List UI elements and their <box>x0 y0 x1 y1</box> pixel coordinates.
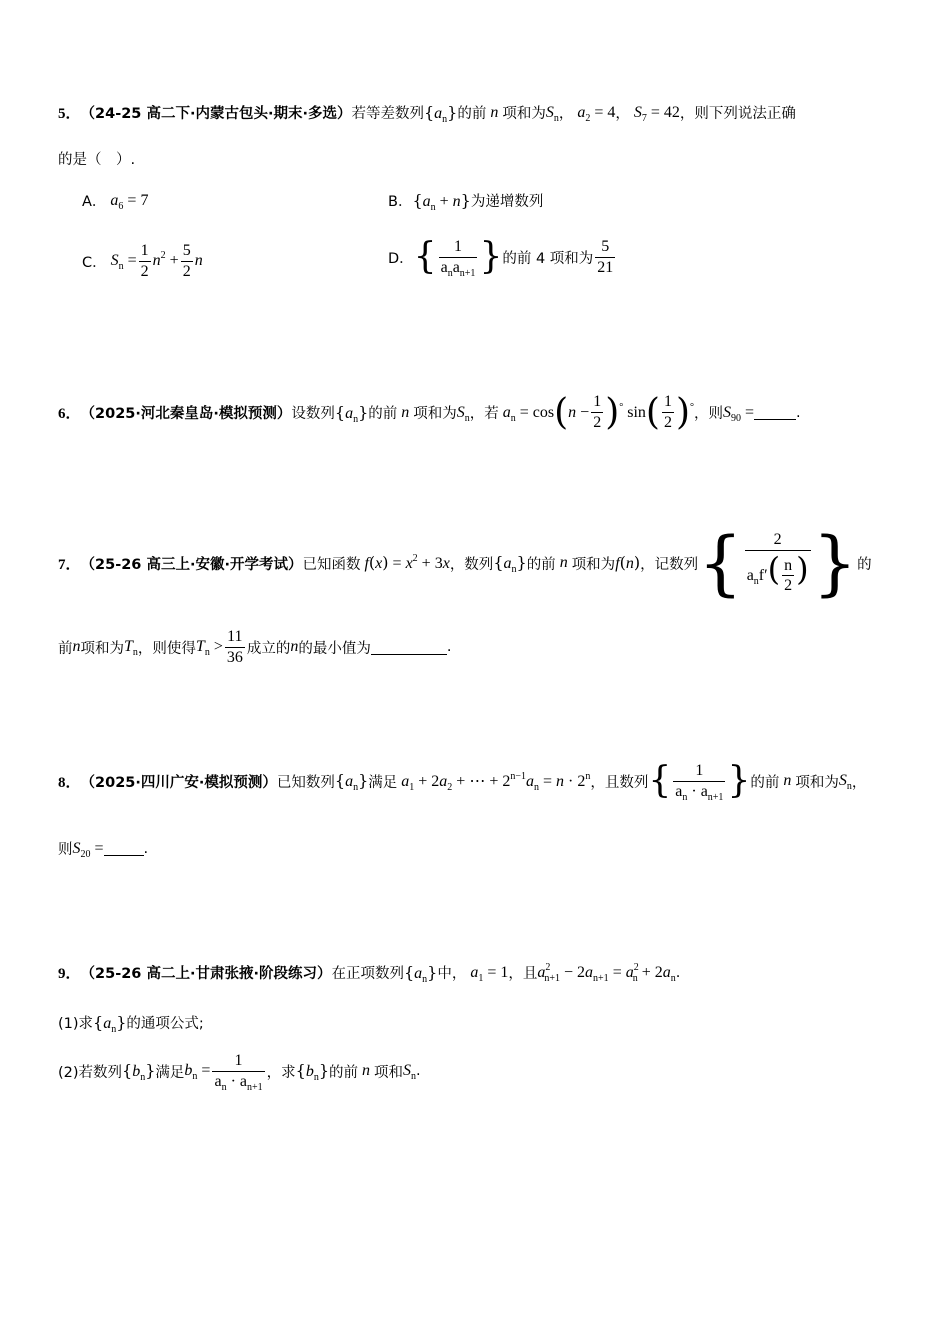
q5-line2: 的是（ ）. <box>58 152 136 168</box>
q9-part1: (1)求 $\{a_n\}$ 的通项公式; <box>58 1012 204 1035</box>
q9-part2: (2)若数列 $\{b_n\}$ 满足 $b_n$ = $\frac{1}{a_n \cdot a_{n+1}}$ ，求 $\{b_n\}$ 的前 n 项和 $S_n$ . <box>58 1052 421 1093</box>
q5-option-b: B． $\{a_n + n\}$ 为递增数列 <box>388 190 544 213</box>
q6-line1: 6． （2025·河北秦皇岛·模拟预测） 设数列 $\{a_n\}$ 的前 n 项和为 $S_n$ ，若 $a_n = \cos$ ( n − $\frac{1}{2}$ ) ° sin ( $\frac{1}{2}$ ) ° ，则 $S_{90}$ = . <box>58 392 801 433</box>
q5-option-c: C． $S_n$ = $\frac{1}{2}$ $n^2$ + $\frac{5}{2}$ n <box>82 242 203 280</box>
q8-source: （2025·四川广安·模拟预测） <box>80 774 277 791</box>
q8-number: 8． <box>58 774 81 791</box>
q6-source: （2025·河北秦皇岛·模拟预测） <box>80 406 292 422</box>
q7-line2: 前 n 项和为 $T_n$ ，则使得 $T_n$ > $\frac{11}{36}$ 成立的 n 的最小值为 . <box>58 628 452 666</box>
q9-line1: 9． （25-26 高二上·甘肃张掖·阶段练习） 在正项数列 $\{a_n\}$ 中， $a_1 = 1$ ，且 $a^2_{n+1} - 2a_{n+1} = a^2_n + 2a_n$ . <box>58 961 681 985</box>
q5-source: （24-25 高二下·内蒙古包头·期末·多选） <box>80 106 352 122</box>
q8-line2: 则 $S_{20}$ = . <box>58 839 149 860</box>
q5-option-a: A． $a_6 = 7$ <box>82 191 149 212</box>
q6-answer-blank[interactable] <box>754 405 796 420</box>
q7-number: 7． <box>58 556 81 573</box>
q9-source: （25-26 高二上·甘肃张掖·阶段练习） <box>80 966 332 982</box>
q8-line1: 8． （2025·四川广安·模拟预测） 已知数列 $\{a_n\}$ 满足 $a_1 + 2a_2$ + ⋯ + $2^{n-1}a_n = n \cdot 2^n$ ，且数列 { $\frac{1}{a_n \cdot a_{n+1}}$ } 的前 n 项和为 $S_n$ ， <box>58 760 867 803</box>
q8-answer-blank[interactable] <box>104 841 144 856</box>
q5-option-d: D． { $\frac{1}{a_na_{n+1}}$ } 的前 4 项和为 $\frac{5}{21}$ <box>388 236 614 279</box>
q9-number: 9． <box>58 966 81 982</box>
q7-line1: 7． （25-26 高三上·安徽·开学考试） 已知函数 $f(x) = x^2 + 3x$ ，数列 $\{a_n\}$ 的前 n 项和为 f(n) ，记数列 { 2 $a_nf'$( $\frac{n}{2}$ ) } 的 <box>58 522 872 604</box>
q5-line1: 5． （24-25 高二下·内蒙古包头·期末·多选） 若等差数列 $\{a_n\}$ 的前 n 项和为 $S_n$ ， $a_2 = 4$ ， $S_7 = 42$ ，则下列说法正确 <box>58 102 796 125</box>
q7-source: （25-26 高三上·安徽·开学考试） <box>80 556 303 573</box>
q6-number: 6． <box>58 406 81 422</box>
q7-answer-blank[interactable] <box>371 640 447 655</box>
q5-number: 5． <box>58 106 81 122</box>
